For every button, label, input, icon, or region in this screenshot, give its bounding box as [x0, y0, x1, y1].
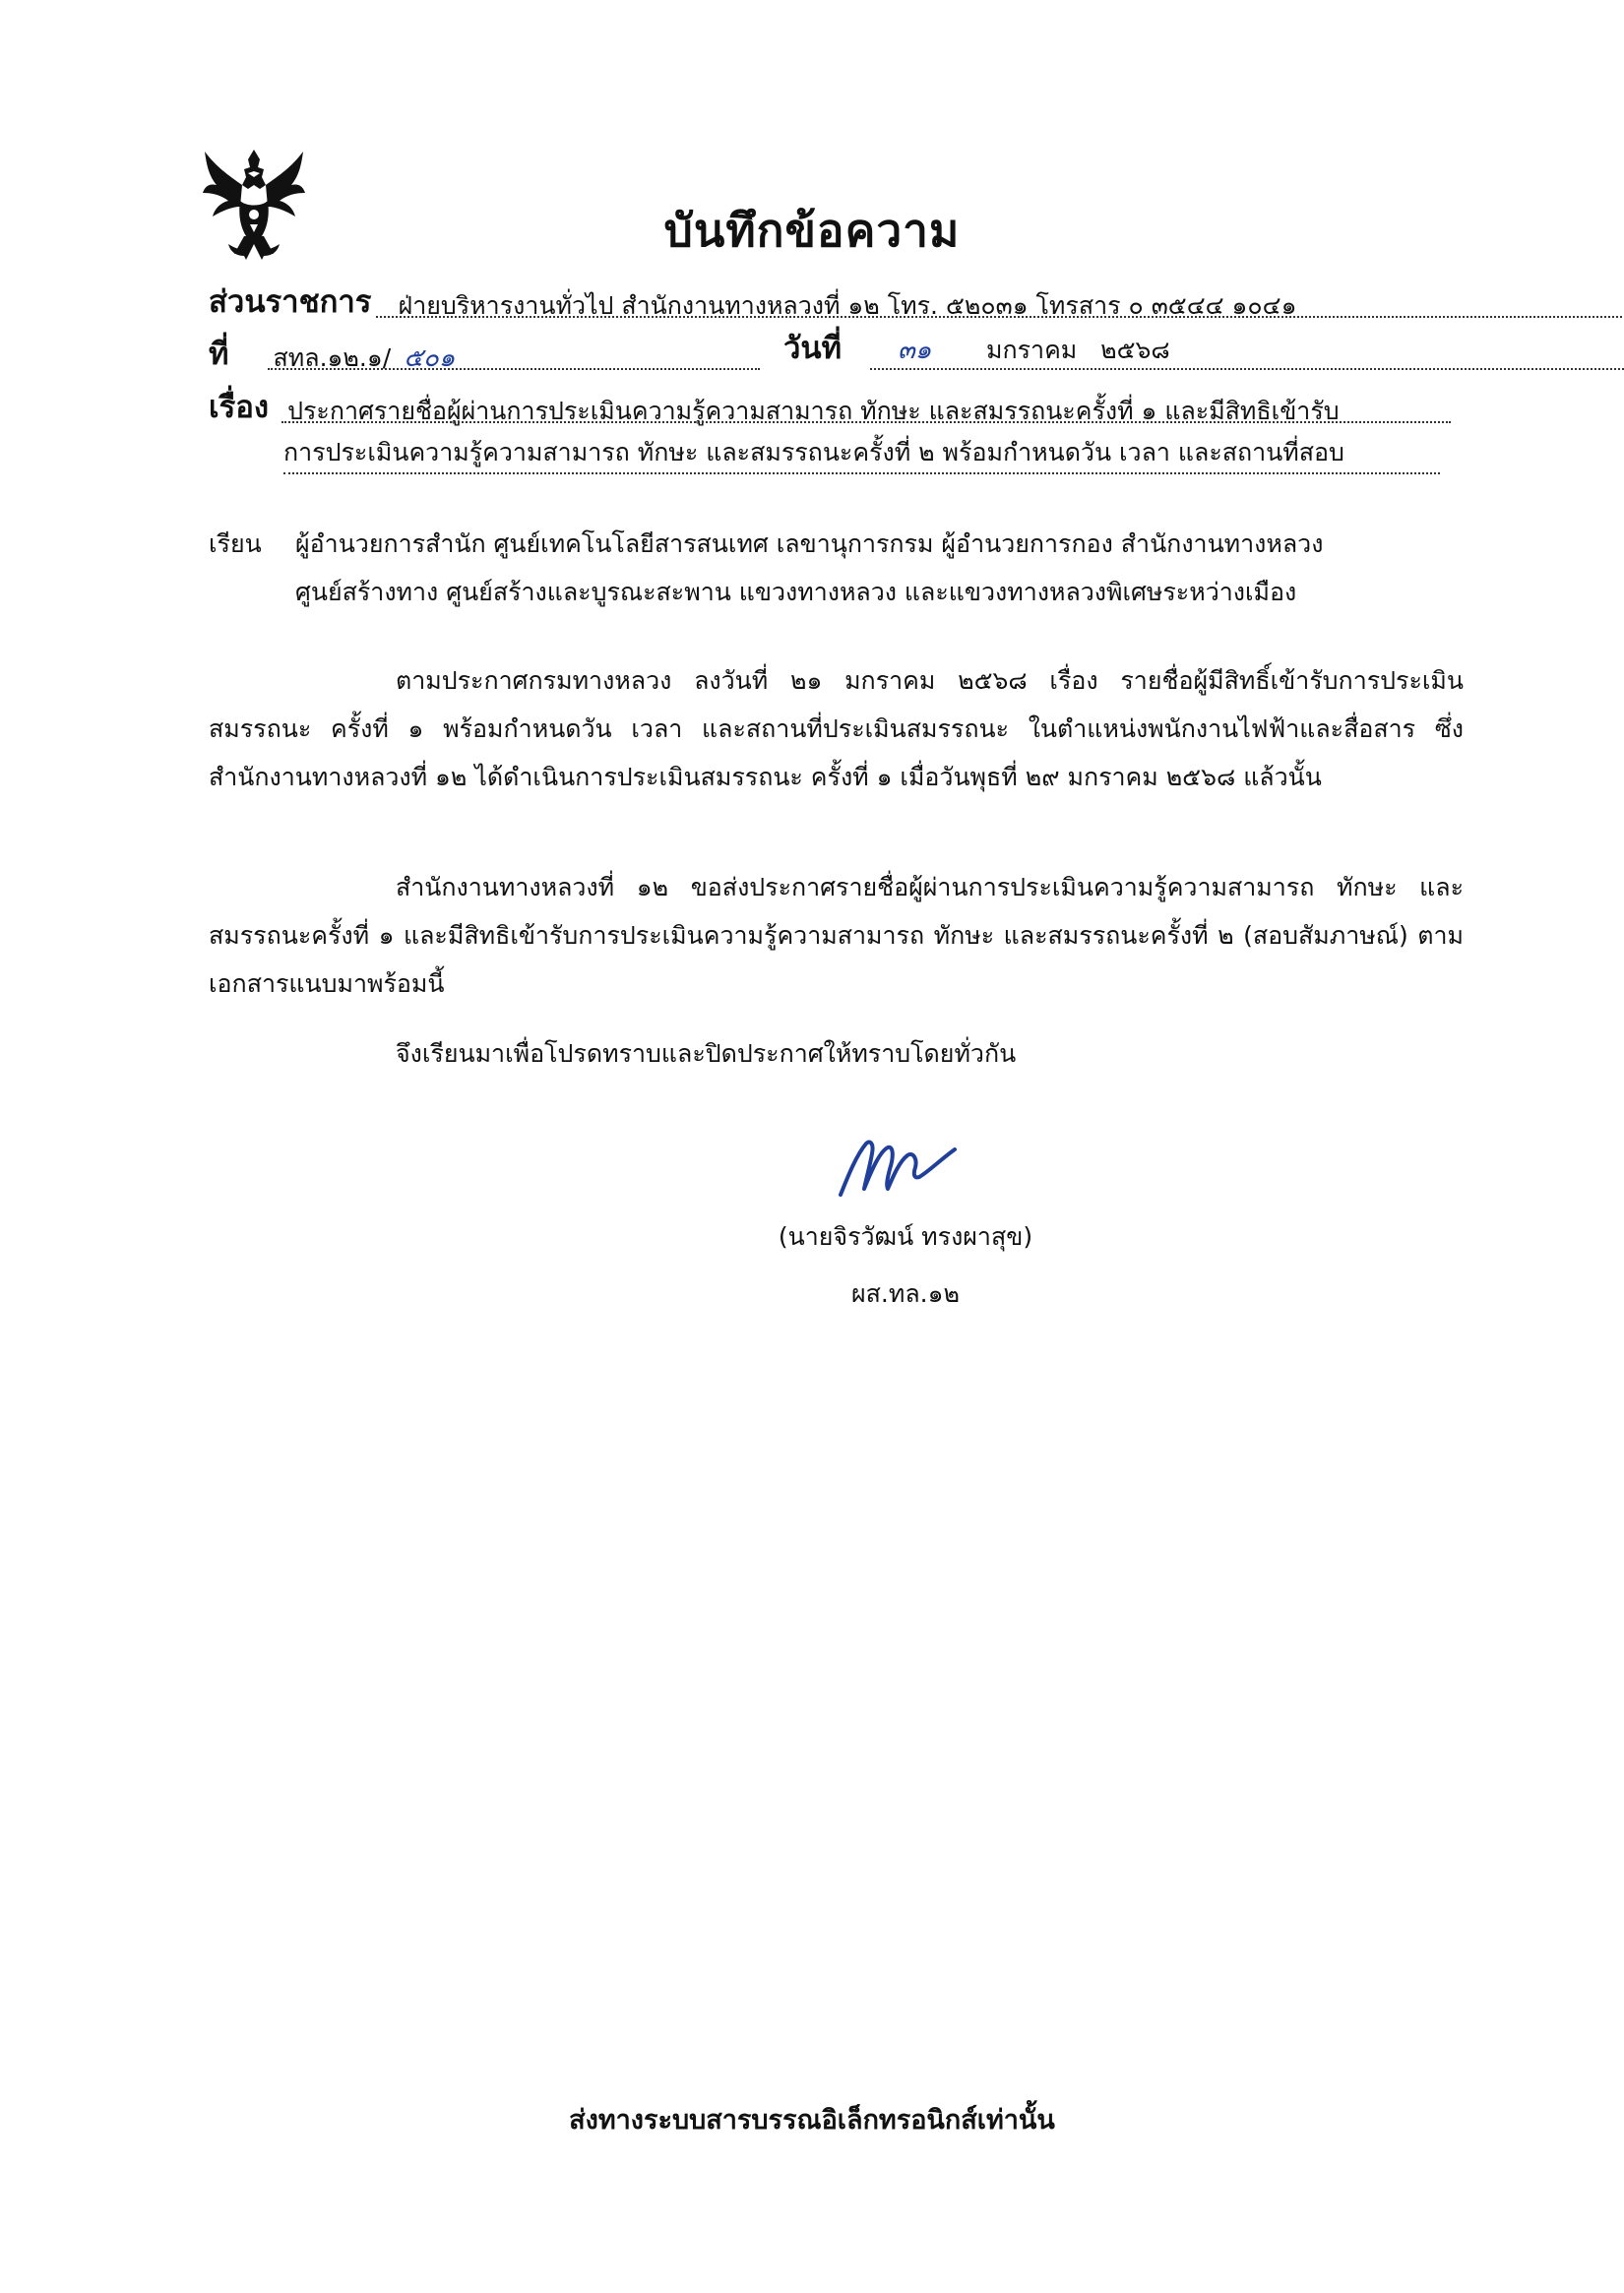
subject-dotted-line-2 [283, 472, 1440, 474]
date-day-handwritten: ๓๑ [898, 336, 932, 365]
agency-label: ส่วนราชการ [209, 284, 372, 320]
body-paragraph-1: ตามประกาศกรมทางหลวง ลงวันที่ ๒๑ มกราคม ๒๕๖๘ เรื่อง รายชื่อผู้มีสิทธิ์เข้ารับการประเมินสมรรถนะ ครั้งที่ ๑ พร้อมกำหนดวัน เวลา และสถานที่ประเมินสมรรถนะ ในตำแหน่งพนักงานไฟฟ้าและสื่อสาร ซึ่งสำนักงานทางหลวงที่ ๑๒ ได้ดำเนินการประเมินสมรรถนะ ครั้งที่ ๑ เมื่อวันพุธที่ ๒๙ มกราคม ๒๕๖๘ แล้วนั้น [209, 666, 1464, 791]
subject-row-2 [283, 433, 1465, 476]
subject-dotted-line-1 [281, 421, 1451, 423]
salutation-line-2: ศูนย์สร้างทาง ศูนย์สร้างและบูรณะสะพาน แขวงทางหลวง และแขวงทางหลวงพิเศษระหว่างเมือง [295, 578, 1297, 606]
body-paragraph-2: สำนักงานทางหลวงที่ ๑๒ ขอส่งประกาศรายชื่อผู้ผ่านการประเมินความรู้ความสามารถ ทักษะ และสมรรถนะครั้งที่ ๑ และมีสิทธิเข้ารับการประเมินความรู้ความสามารถ ทักษะ และสมรรถนะครั้งที่ ๒ (สอบสัมภาษณ์) ตามเอกสารแนบมาพร้อมนี้ [209, 873, 1464, 998]
subject-label: เรื่อง [209, 390, 270, 425]
date-label: วันที่ [783, 331, 843, 366]
ref-dotted-line [268, 368, 760, 370]
ref-number-handwritten: ๕๐๑ [404, 343, 456, 373]
date-value: มกราคม ๒๕๖๘ [986, 336, 1170, 364]
ref-date-row [209, 329, 1439, 372]
date-dotted-line [870, 368, 1624, 370]
ref-label: ที่ [209, 337, 229, 372]
salutation-line-1: ผู้อำนวยการสำนัก ศูนย์เทคโนโลยีสารสนเทศ เลขานุการกรม ผู้อำนวยการกอง สำนักงานทางหลวง [295, 529, 1324, 558]
closing-sentence: จึงเรียนมาเพื่อโปรดทราบและปิดประกาศให้ทราบโดยทั่วกัน [396, 1039, 1017, 1068]
ref-value: สทล.๑๒.๑/ [273, 343, 392, 372]
subject-line-1: ประกาศรายชื่อผู้ผ่านการประเมินความรู้ความสามารถ ทักษะ และสมรรถนะครั้งที่ ๑ และมีสิทธิเข้ารับ [287, 397, 1340, 425]
salutation [209, 520, 1468, 618]
handwritten-signature [835, 1130, 963, 1208]
agency-dotted-line [376, 316, 1624, 318]
footer-note: ส่งทางระบบสารบรรณอิเล็กทรอนิกส์เท่านั้น [569, 2105, 1055, 2136]
subject-row [209, 382, 1468, 425]
signatory-position: ผส.ทล.๑๒ [851, 1279, 960, 1308]
salutation-recipients [295, 520, 1467, 616]
subject-line-2: การประเมินความรู้ความสามารถ ทักษะ และสมรรถนะครั้งที่ ๒ พร้อมกำหนดวัน เวลา และสถานที่สอบ [283, 438, 1344, 466]
signatory-name: (นายจิรวัฒน์ ทรงผาสุข) [778, 1222, 1033, 1251]
salutation-label: เรียน [209, 529, 262, 558]
agency-value: ฝ่ายบริหารงานทั่วไป สำนักงานทางหลวงที่ ๑๒ โทร. ๕๒๐๓๑ โทรสาร ๐ ๓๕๔๔ ๑๐๔๑ [398, 291, 1297, 320]
agency-row [209, 277, 1439, 320]
memo-title: บันทึกข้อความ [663, 204, 961, 257]
